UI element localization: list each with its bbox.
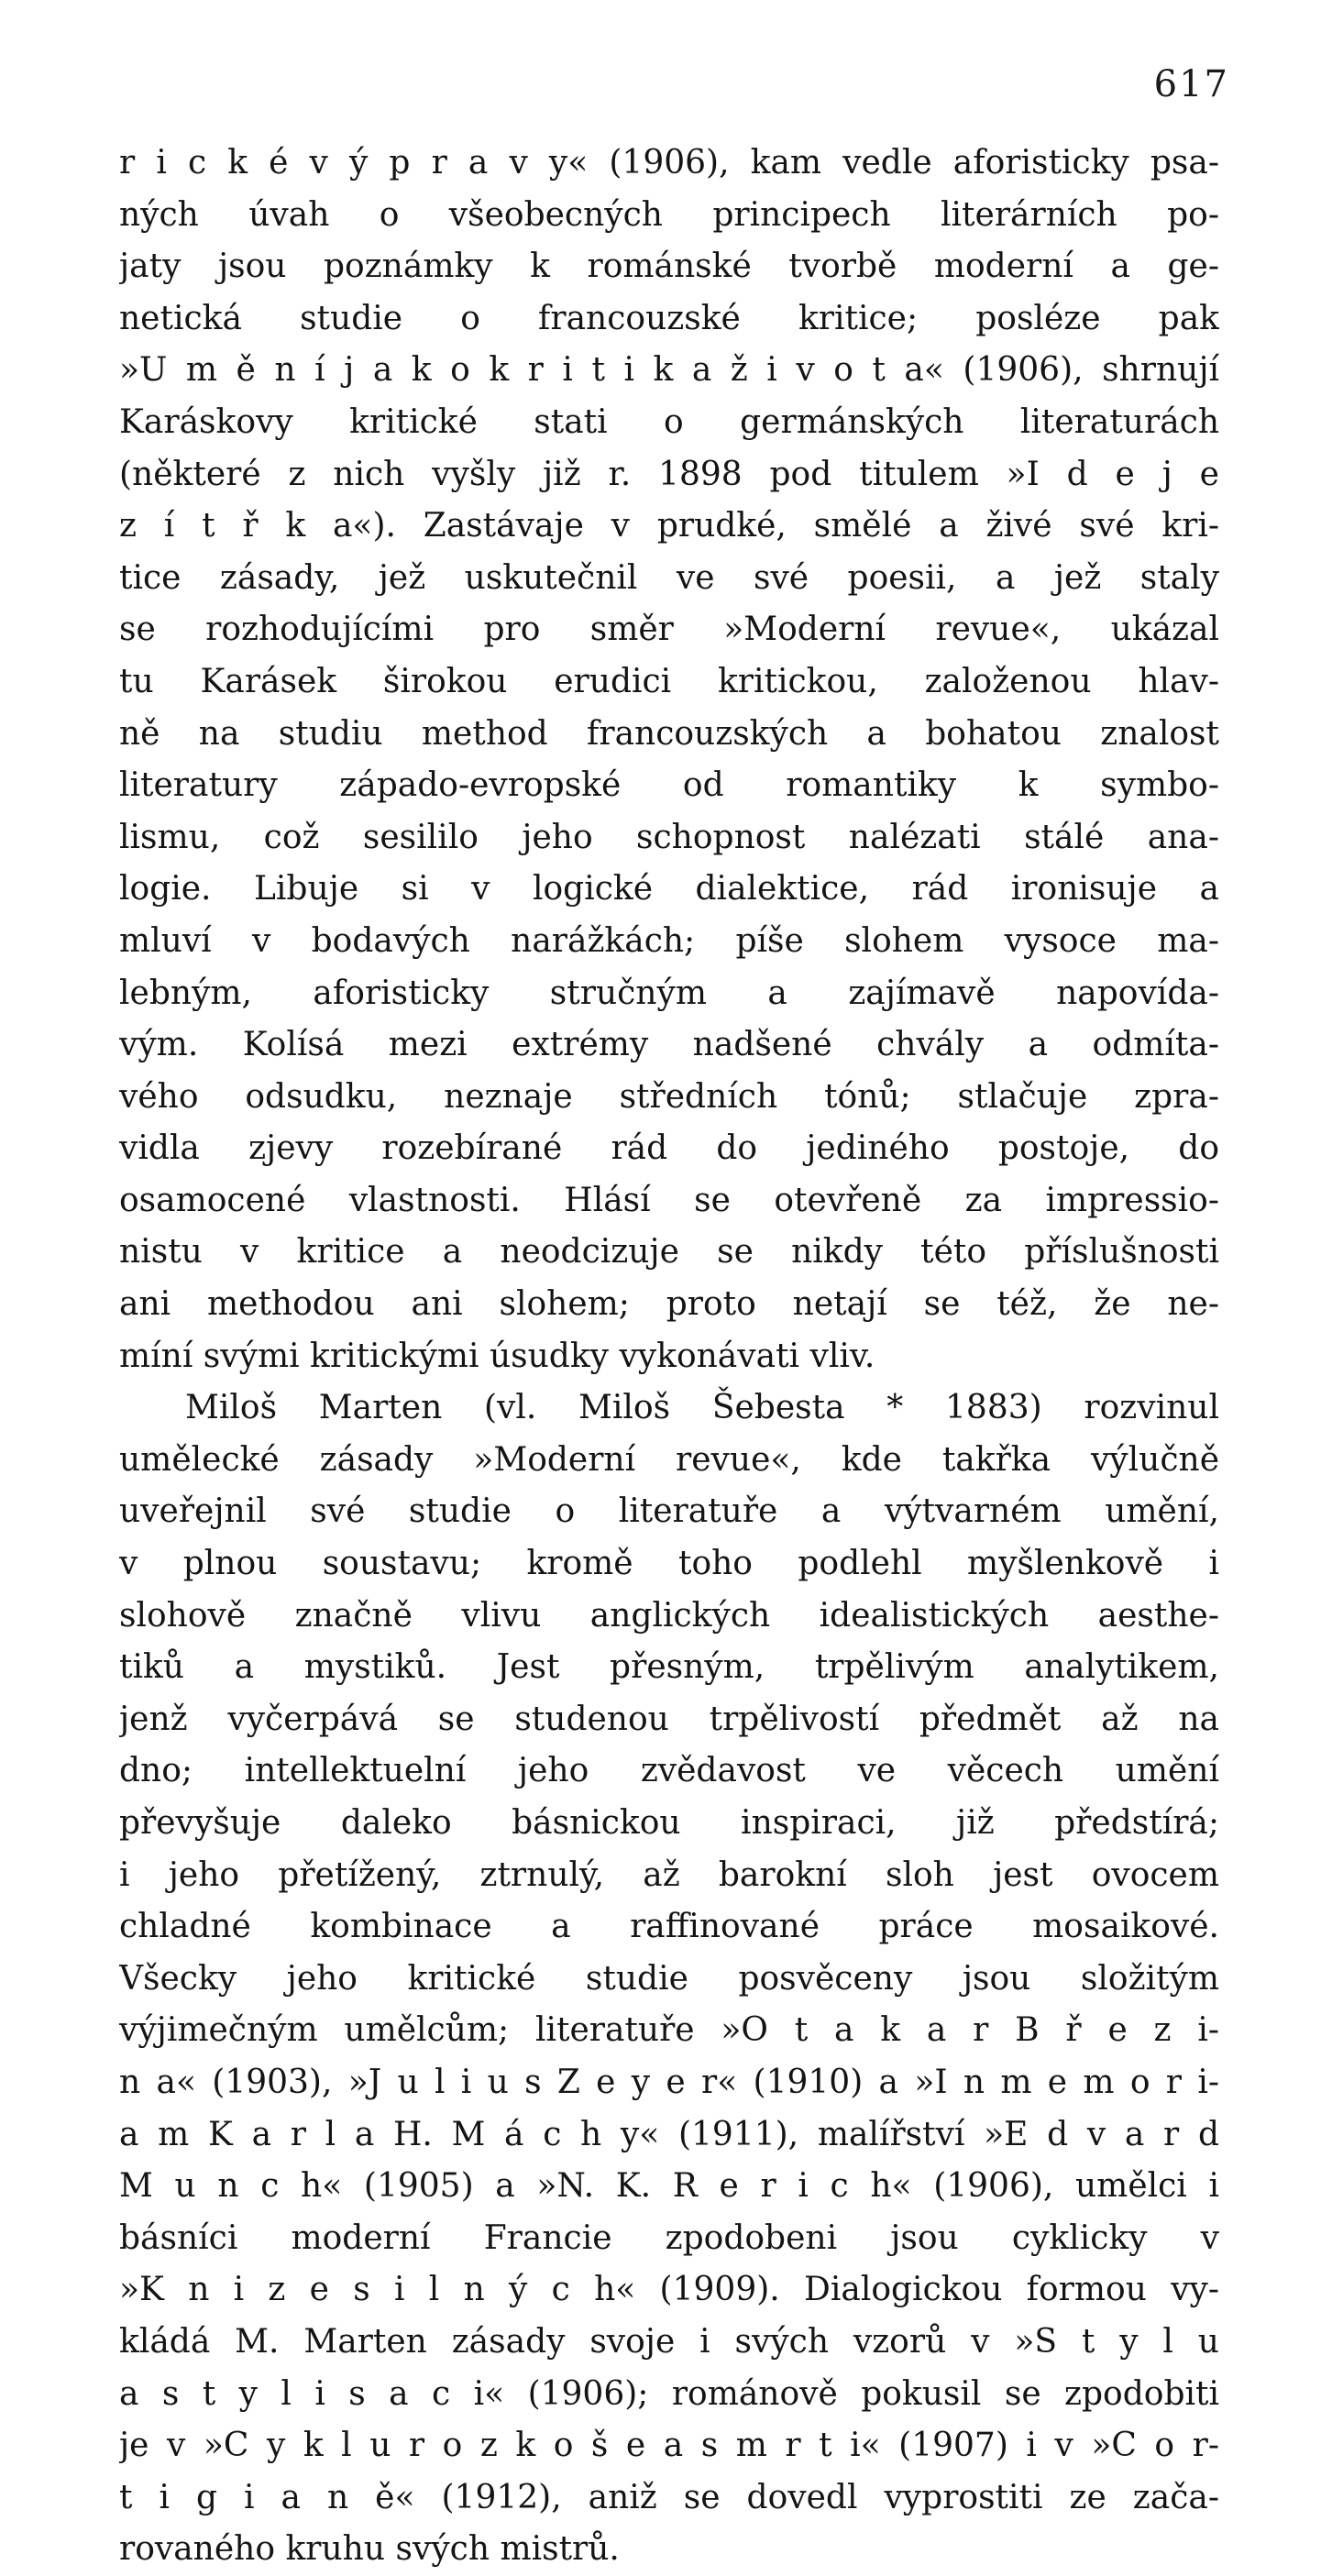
text-line: logie. Libuje si v logické dialektice, rád ironisuje a [119,870,1219,908]
page-number: 617 [1153,63,1229,105]
text-line: t i g i a n ě« (1912), aniž se dovedl vyprostiti ze zača- [119,2478,1219,2516]
text-line: ani methodou ani slohem; proto netají se též, že ne- [119,1285,1219,1324]
text-line: osamocené vlastnosti. Hlásí se otevřeně za impressio- [119,1181,1219,1219]
text-line: Všecky jeho kritické studie posvěceny jsou složitým [119,1959,1219,1998]
text-line: jenž vyčerpává se studenou trpělivostí předmět až na [119,1700,1219,1738]
text-line: vidla zjevy rozebírané rád do jediného postoje, do [119,1129,1219,1168]
text-line: i jeho přetížený, ztrnulý, až barokní sloh jest ovocem [119,1855,1219,1894]
text-line: slohově značně vlivu anglických idealistických aesthe- [119,1596,1219,1635]
text-line: chladné kombinace a raffinované práce mosaikové. [119,1908,1219,1946]
text-line: převyšuje daleko básnickou inspiraci, již předstírá; [119,1804,1219,1842]
text-line: vého odsudku, neznaje středních tónů; stlačuje zpra- [119,1077,1219,1116]
text-line: lebným, aforisticky stručným a zajímavě napovída- [119,974,1219,1012]
text-line: n a« (1903), »J u l i u s Z e y e r« (1910) a »I n m e m o r i- [119,2063,1219,2101]
text-line: v plnou soustavu; kromě toho podlehl myšlenkově i [119,1545,1219,1583]
text-line: básníci moderní Francie zpodobeni jsou cyklicky v [119,2218,1219,2257]
text-line: ně na studiu method francouzských a bohatou znalost [119,714,1219,753]
paragraph-end-line: míní svými kritickými úsudky vykonávati vliv. [119,1337,875,1375]
text-line: dno; intellektuelní jeho zvědavost ve věcech umění [119,1752,1219,1790]
text-line: M u n c h« (1905) a »N. K. R e r i c h« (1906), umělci i [119,2167,1219,2206]
text-line: mluví v bodavých narážkách; píše slohem vysoce ma- [119,921,1219,960]
text-line: lismu, což sesililo jeho schopnost nalézati stálé ana- [119,818,1219,856]
text-line: vým. Kolísá mezi extrémy nadšené chvály a odmíta- [119,1026,1219,1064]
text-line: se rozhodujícími pro směr »Moderní revue«, ukázal [119,611,1219,649]
text-line: kládá M. Marten zásady svoje i svých vzorů v »S t y l u [119,2322,1219,2361]
text-line: (některé z nich vyšly již r. 1898 pod titulem »I d e j e [119,455,1219,493]
text-line: je v »C y k l u r o z k o š e a s m r t i« (1907) i v »C o r- [119,2427,1219,2465]
text-line: uveřejnil své studie o literatuře a výtvarném umění, [119,1492,1219,1531]
text-line: literatury západo-evropské od romantiky k symbo- [119,766,1219,805]
text-line: »U m ě n í j a k o k r i t i k a ž i v o t a« (1906), shrnují [119,351,1219,390]
text-line: tu Karásek širokou erudici kritickou, založenou hlav- [119,662,1219,700]
text-line: »K n i z e s i l n ý c h« (1909). Dialogickou formou vy- [119,2271,1219,2309]
paragraph-end-line: rovaného kruhu svých mistrů. [119,2530,620,2569]
paragraph-start-line: Miloš Marten (vl. Miloš Šebesta * 1883) rozvinul [185,1389,1219,1427]
text-line: a m K a r l a H. M á c h y« (1911), malířství »E d v a r d [119,2115,1219,2153]
text-line: r i c k é v ý p r a v y« (1906), kam vedle aforisticky psa- [119,144,1219,182]
text-line: Karáskovy kritické stati o germánských literaturách [119,402,1219,441]
text-line: umělecké zásady »Moderní revue«, kde takřka výlučně [119,1440,1219,1479]
text-line: a s t y l i s a c i« (1906); románově pokusil se zpodobiti [119,2374,1219,2413]
text-line: z í t ř k a«). Zastávaje v prudké, smělé a živé své kri- [119,507,1219,545]
text-line: nistu v kritice a neodcizuje se nikdy této příslušnosti [119,1233,1219,1271]
text-line: tiků a mystiků. Jest přesným, trpělivým analytikem, [119,1648,1219,1687]
text-line: výjimečným umělcům; literatuře »O t a k a r B ř e z i- [119,2011,1219,2050]
body-text [119,138,1219,2576]
text-line: jaty jsou poznámky k románské tvorbě moderní a ge- [119,248,1219,286]
text-line: tice zásady, jež uskutečnil ve své poesii, a jež staly [119,558,1219,597]
text-line: ných úvah o všeobecných principech literárních po- [119,195,1219,234]
text-line: netická studie o francouzské kritice; posléze pak [119,299,1219,337]
